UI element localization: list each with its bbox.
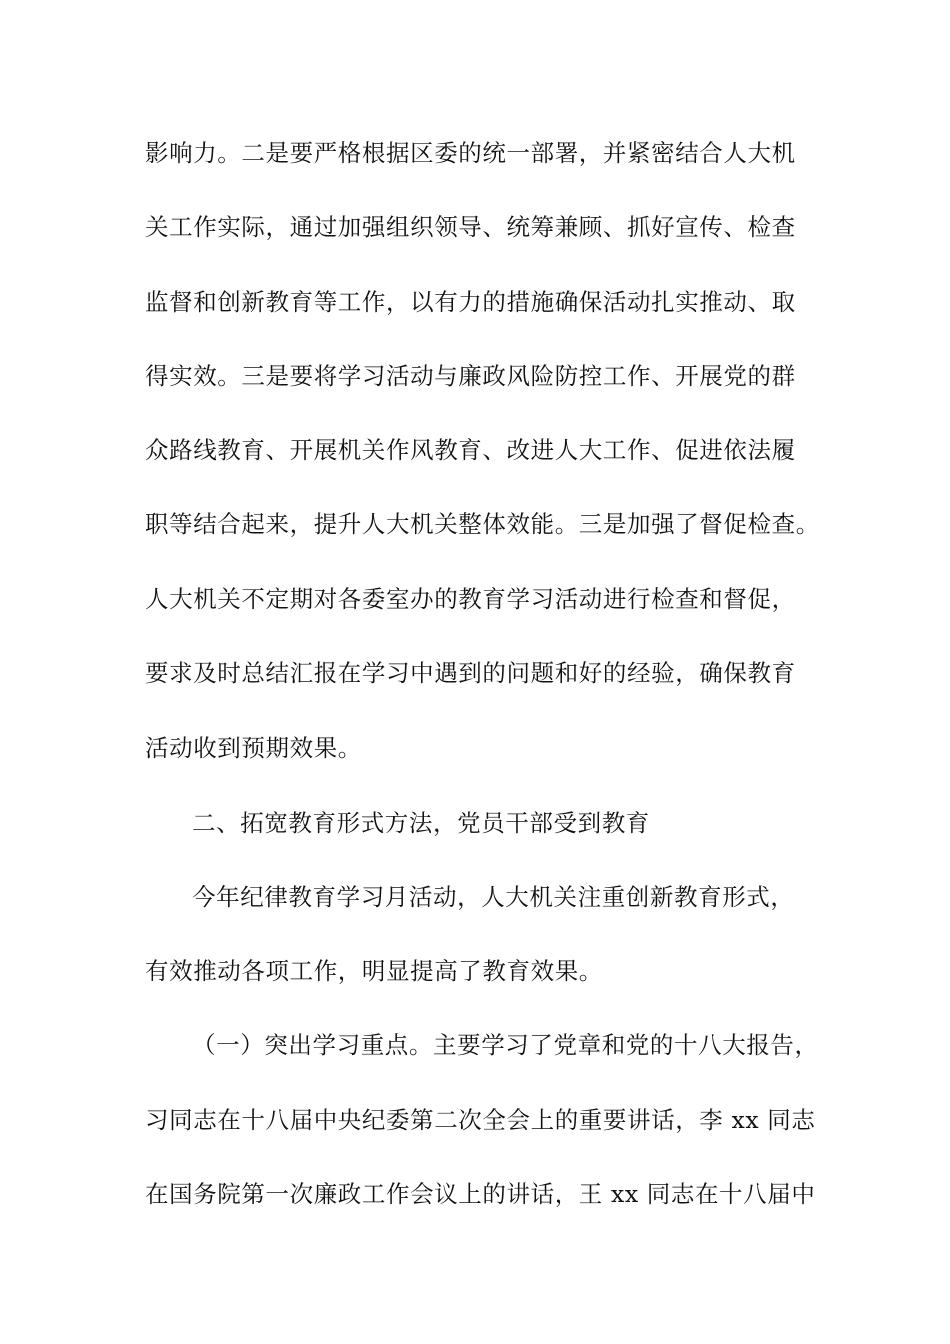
text-line-1: 影响力。二是要严格根据区委的统一部署，并紧密结合人大机 <box>145 139 796 167</box>
text-line-15: 在国务院第一次廉政工作会议上的讲话，王 xx 同志在十八届中 <box>145 1180 816 1208</box>
text-line-12: 有效推动各项工作，明显提高了教育效果。 <box>145 957 603 985</box>
text-line-11: 今年纪律教育学习月活动，人大机关注重创新教育形式， <box>192 883 795 911</box>
text-line-2: 关工作实际，通过加强组织领导、统筹兼顾、抓好宣传、检查 <box>145 213 796 241</box>
text-line-8: 要求及时总结汇报在学习中遇到的问题和好的经验，确保教育 <box>145 659 796 687</box>
text-line-4: 得实效。三是要将学习活动与廉政风险防控工作、开展党的群 <box>145 362 796 390</box>
text-line-7: 人大机关不定期对各委室办的教育学习活动进行检查和督促， <box>145 585 796 613</box>
text-line-9: 活动收到预期效果。 <box>145 734 362 762</box>
text-line-5: 众路线教育、开展机关作风教育、改进人大工作、促进依法履 <box>145 436 796 464</box>
text-line-13: （一）突出学习重点。主要学习了党章和党的十八大报告， <box>192 1031 819 1059</box>
section-heading: 二、拓宽教育形式方法，党员干部受到教育 <box>192 809 650 837</box>
text-line-6: 职等结合起来，提升人大机关整体效能。三是加强了督促检查。 <box>145 510 820 538</box>
text-line-3: 监督和创新教育等工作，以有力的措施确保活动扎实推动、取 <box>145 288 796 316</box>
text-line-14: 习同志在十八届中央纪委第二次全会上的重要讲话，李 xx 同志 <box>145 1106 816 1134</box>
